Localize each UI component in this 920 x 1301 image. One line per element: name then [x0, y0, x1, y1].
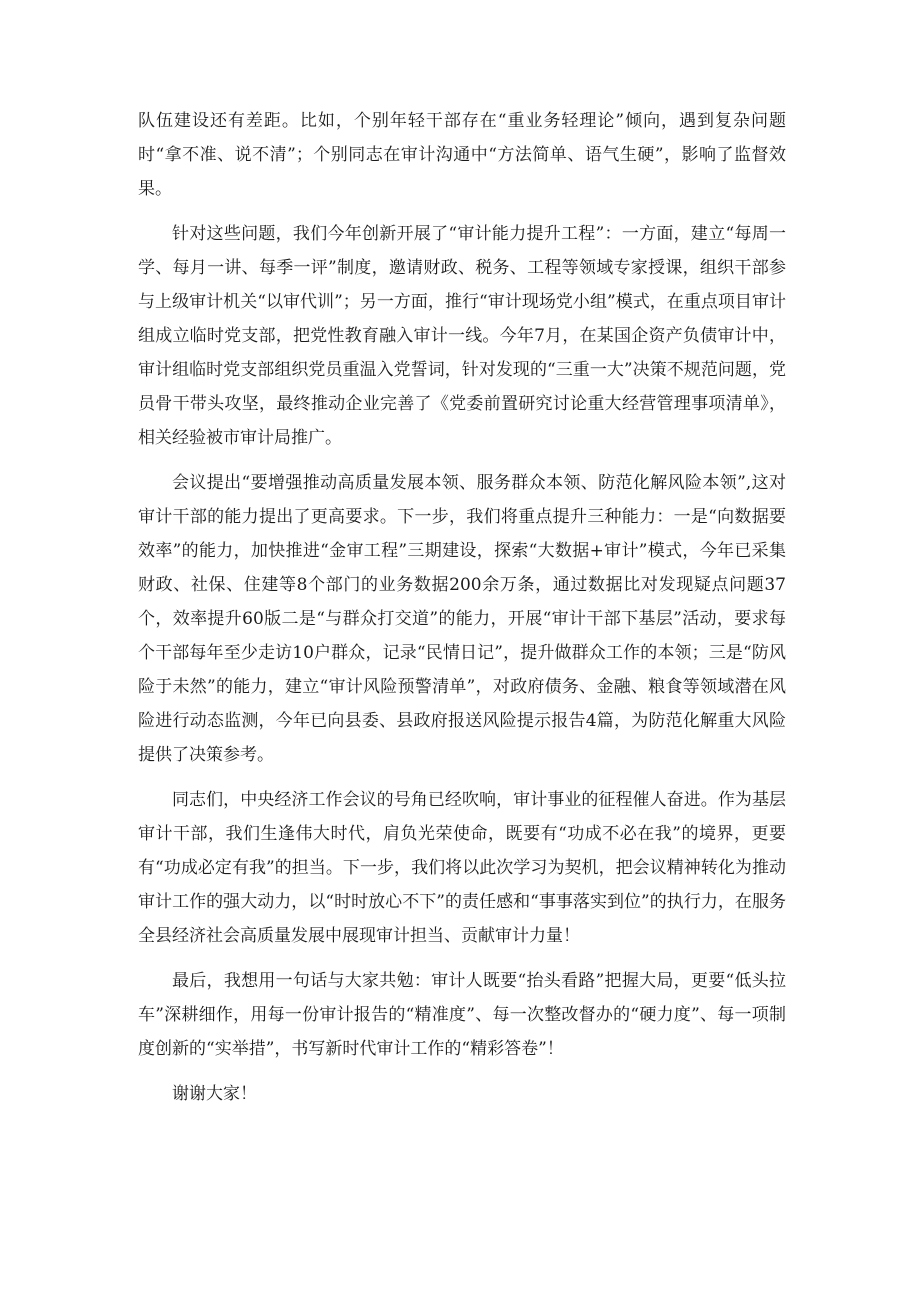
closing-thanks: 谢谢大家！ — [172, 1084, 257, 1104]
paragraph-team-building: 队伍建设还有差距。比如，个别年轻干部存在“重业务轻理论”倾向，遇到复杂问题时“拿不准、说不清”；个别同志在审计沟通中“方法简单、语气生硬”，影响了监督效果。 — [138, 111, 786, 199]
paragraph-capability-project: 针对这些问题，我们今年创新开展了“审计能力提升工程”：一方面，建立“每周一学、每月一讲、每季一评”制度，邀请财政、税务、工程等领域专家授课，组织干部参与上级审计机关“以审代训”；另一方面，推行“审计现场党小组”模式，在重点项目审计组成立临时党支部，把党性教育融入审计一线。今年7月，在某国企资产负债审计中，审计组临时党支部组织党员重温入党誓词，针对发现的“三重一大”决策不规范问题，党员骨干带头攻坚，最终推动企业完善了《党委前置研究讨论重大经营管理事项清单》，相关经验被市审计局推广。 — [138, 224, 786, 448]
document-body — [138, 104, 786, 1122]
paragraph-three-capabilities: 会议提出“要增强推动高质量发展本领、服务群众本领、防范化解风险本领”,这对审计干部的能力提出了更高要求。下一步，我们将重点提升三种能力：一是“向数据要效率”的能力，加快推进“金审工程”三期建设，探索“大数据+审计”模式，今年已采集财政、社保、住建等8个部门的业务数据200余万条，通过数据比对发现疑点问题37个，效率提升60版二是“与群众打交道”的能力，开展“审计干部下基层”活动，要求每个干部每年至少走访10户群众，记录“民情日记”，提升做群众工作的本领；三是“防风险于未然”的能力，建立“审计风险预警清单”，对政府债务、金融、粮食等领域潜在风险进行动态监测，今年已向县委、县政府报送风险提示报告4篇，为防范化解重大风险提供了决策参考。 — [138, 473, 786, 765]
paragraph-call-to-action: 同志们，中央经济工作会议的号角已经吹响，审计事业的征程催人奋进。作为基层审计干部，我们生逢伟大时代，肩负光荣使命，既要有“功成不必在我”的境界，更要有“功成必定有我”的担当。下一步，我们将以此次学习为契机，把会议精神转化为推动审计工作的强大动力，以“时时放心不下”的责任感和“事事落实到位”的执行力，在服务全县经济社会高质量发展中展现审计担当、贡献审计力量！ — [138, 790, 786, 946]
paragraph-final-words: 最后，我想用一句话与大家共勉：审计人既要“抬头看路”把握大局，更要“低头拉车”深耕细作，用每一份审计报告的“精准度”、每一次整改督办的“硬力度”、每一项制度创新的“实举措”，书写新时代审计工作的“精彩答卷”！ — [138, 971, 786, 1059]
